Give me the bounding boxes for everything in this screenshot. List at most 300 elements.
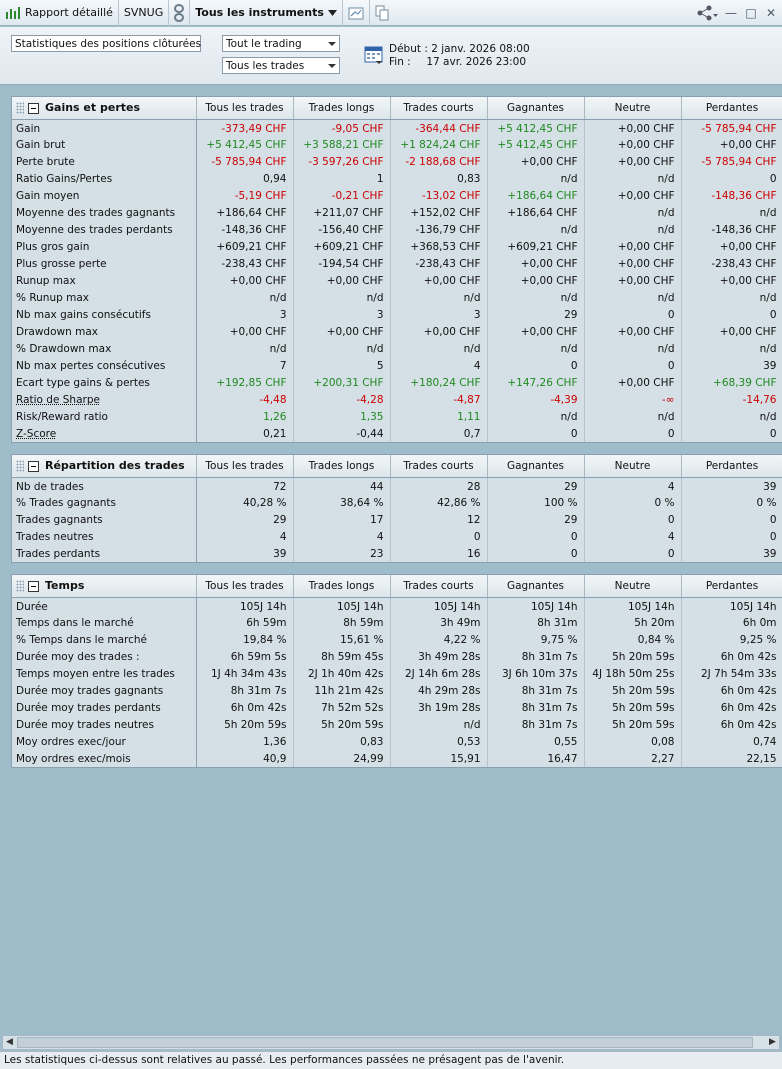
cell-value: 12	[390, 511, 487, 528]
row-label: Nb max pertes consécutives	[12, 357, 196, 374]
cell-value: n/d	[487, 340, 584, 357]
cell-value: +609,21 CHF	[196, 238, 293, 255]
drag-handle-icon[interactable]	[16, 580, 24, 592]
table-row	[12, 323, 782, 340]
copy-icon	[375, 5, 389, 21]
table-row	[12, 119, 782, 136]
cell-value: 1,36	[196, 733, 293, 750]
cell-value: n/d	[584, 289, 681, 306]
column-header: Perdantes	[681, 97, 782, 119]
cell-value: -5,19 CHF	[196, 187, 293, 204]
row-label: Trades neutres	[12, 528, 196, 545]
cell-value: -238,43 CHF	[390, 255, 487, 272]
trades-value: Tous les trades	[226, 59, 305, 72]
cell-value: 0,74	[681, 733, 782, 750]
section-header[interactable]	[12, 575, 196, 597]
row-label: Ecart type gains & pertes	[12, 374, 196, 391]
account-selector[interactable]	[119, 0, 169, 26]
row-label: Moy ordres exec/mois	[12, 750, 196, 767]
column-header: Trades longs	[293, 97, 390, 119]
table-row	[12, 733, 782, 750]
cell-value: -373,49 CHF	[196, 119, 293, 136]
cell-value: -9,05 CHF	[293, 119, 390, 136]
export-icon	[348, 6, 364, 20]
cell-value: 8h 31m 7s	[196, 682, 293, 699]
cell-value: 0	[584, 306, 681, 323]
cell-value: 6h 0m 42s	[196, 699, 293, 716]
cell-value: n/d	[293, 340, 390, 357]
cell-value: +0,00 CHF	[584, 136, 681, 153]
row-label: Durée	[12, 597, 196, 614]
column-header: Gagnantes	[487, 455, 584, 477]
row-label: % Trades gagnants	[12, 494, 196, 511]
cell-value: 6h 0m 42s	[681, 682, 782, 699]
cell-value: 15,61 %	[293, 631, 390, 648]
cell-value: n/d	[390, 716, 487, 733]
table-row	[12, 665, 782, 682]
share-icon[interactable]	[696, 5, 718, 21]
column-header: Trades longs	[293, 575, 390, 597]
cell-value: +186,64 CHF	[487, 187, 584, 204]
cell-value: 72	[196, 477, 293, 494]
cell-value: 6h 59m	[196, 614, 293, 631]
table-row	[12, 648, 782, 665]
cell-value: 0	[681, 511, 782, 528]
row-label: Durée moy trades gagnants	[12, 682, 196, 699]
calendar-icon[interactable]	[364, 45, 384, 65]
copy-button[interactable]	[370, 0, 394, 26]
column-header: Tous les trades	[196, 455, 293, 477]
account-label: SVNUG	[123, 6, 164, 19]
cell-value: 8h 59m	[293, 614, 390, 631]
stats-table	[11, 574, 782, 768]
row-label: Gain moyen	[12, 187, 196, 204]
cell-value: 39	[196, 545, 293, 562]
cell-value: 1	[293, 170, 390, 187]
column-header: Gagnantes	[487, 575, 584, 597]
cell-value: 8h 31m 7s	[487, 699, 584, 716]
link-icon	[174, 4, 184, 22]
cell-value: 1,35	[293, 408, 390, 425]
cell-value: 0,53	[390, 733, 487, 750]
cell-value: 0,08	[584, 733, 681, 750]
cell-value: -194,54 CHF	[293, 255, 390, 272]
cell-value: 23	[293, 545, 390, 562]
maximize-icon[interactable]: □	[745, 6, 757, 20]
cell-value: 8h 31m 7s	[487, 716, 584, 733]
cell-value: 39	[681, 477, 782, 494]
cell-value: 105J 14h	[196, 597, 293, 614]
cell-value: 29	[487, 477, 584, 494]
cell-value: 6h 0m	[681, 614, 782, 631]
cell-value: n/d	[487, 289, 584, 306]
cell-value: +0,00 CHF	[487, 323, 584, 340]
row-label: Plus gros gain	[12, 238, 196, 255]
scroll-left-icon[interactable]: ◀	[6, 1037, 13, 1047]
cell-value: 0	[584, 511, 681, 528]
cell-value: +0,00 CHF	[487, 272, 584, 289]
cell-value: +368,53 CHF	[390, 238, 487, 255]
cell-value: -148,36 CHF	[681, 187, 782, 204]
cell-value: 0	[681, 528, 782, 545]
cell-value: 28	[390, 477, 487, 494]
cell-value: +0,00 CHF	[681, 238, 782, 255]
cell-value: n/d	[584, 408, 681, 425]
cell-value: n/d	[487, 170, 584, 187]
collapse-icon[interactable]	[28, 103, 39, 114]
cell-value: 22,15	[681, 750, 782, 767]
cell-value: 5h 20m	[584, 614, 681, 631]
cell-value: 4	[584, 528, 681, 545]
cell-value: +0,00 CHF	[584, 323, 681, 340]
title-bar	[0, 0, 782, 26]
table-row	[12, 187, 782, 204]
cell-value: 29	[196, 511, 293, 528]
cell-value: n/d	[293, 289, 390, 306]
column-header: Perdantes	[681, 575, 782, 597]
instrument-label: Tous les instruments	[195, 6, 324, 19]
cell-value: 100 %	[487, 494, 584, 511]
row-label: Moyenne des trades perdants	[12, 221, 196, 238]
table-row	[12, 357, 782, 374]
table-row	[12, 494, 782, 511]
scroll-right-icon[interactable]: ▶	[769, 1037, 776, 1047]
cell-value: 7	[196, 357, 293, 374]
cell-value: +200,31 CHF	[293, 374, 390, 391]
cell-value: +0,00 CHF	[487, 153, 584, 170]
cell-value: +0,00 CHF	[584, 238, 681, 255]
chevron-down-icon	[328, 10, 337, 16]
cell-value: -364,44 CHF	[390, 119, 487, 136]
cell-value: +68,39 CHF	[681, 374, 782, 391]
column-header: Trades courts	[390, 97, 487, 119]
row-label: Gain	[12, 119, 196, 136]
cell-value: 0 %	[584, 494, 681, 511]
horizontal-scrollbar[interactable]	[2, 1035, 780, 1050]
row-label: % Drawdown max	[12, 340, 196, 357]
cell-value: +180,24 CHF	[390, 374, 487, 391]
cell-value: 4	[196, 528, 293, 545]
cell-value: 19,84 %	[196, 631, 293, 648]
column-header: Tous les trades	[196, 575, 293, 597]
cell-value: 6h 0m 42s	[681, 716, 782, 733]
section-header[interactable]	[12, 455, 196, 477]
cell-value: n/d	[584, 204, 681, 221]
cell-value: 0	[487, 528, 584, 545]
chevron-down-icon	[328, 62, 336, 70]
scroll-thumb[interactable]	[17, 1037, 753, 1048]
cell-value: 105J 14h	[487, 597, 584, 614]
cell-value: 38,64 %	[293, 494, 390, 511]
cell-value: -4,87	[390, 391, 487, 408]
table-row	[12, 255, 782, 272]
table-row	[12, 699, 782, 716]
row-label: Ratio Gains/Pertes	[12, 170, 196, 187]
cell-value: 1J 4h 34m 43s	[196, 665, 293, 682]
table-row	[12, 153, 782, 170]
cell-value: -14,76	[681, 391, 782, 408]
cell-value: n/d	[681, 408, 782, 425]
cell-value: 0	[487, 545, 584, 562]
cell-value: 8h 59m 45s	[293, 648, 390, 665]
row-label: Nb max gains consécutifs	[12, 306, 196, 323]
row-label: % Temps dans le marché	[12, 631, 196, 648]
end-date	[389, 56, 526, 68]
cell-value: +0,00 CHF	[584, 119, 681, 136]
link-button[interactable]	[169, 0, 190, 26]
chevron-down-icon	[328, 40, 336, 48]
cell-value: 1,26	[196, 408, 293, 425]
cell-value: +0,00 CHF	[487, 255, 584, 272]
cell-value: 105J 14h	[681, 597, 782, 614]
cell-value: -0,21 CHF	[293, 187, 390, 204]
row-label: Moyenne des trades gagnants	[12, 204, 196, 221]
cell-value: +0,00 CHF	[681, 272, 782, 289]
table-row	[12, 204, 782, 221]
cell-value: n/d	[390, 289, 487, 306]
cell-value: 3	[196, 306, 293, 323]
collapse-icon[interactable]	[28, 461, 39, 472]
cell-value: +147,26 CHF	[487, 374, 584, 391]
report-tab[interactable]	[0, 0, 119, 26]
cell-value: 42,86 %	[390, 494, 487, 511]
table-row	[12, 340, 782, 357]
cell-value: 11h 21m 42s	[293, 682, 390, 699]
cell-value: -5 785,94 CHF	[681, 153, 782, 170]
cell-value: +0,00 CHF	[681, 136, 782, 153]
cell-value: 3	[293, 306, 390, 323]
cell-value: 4,22 %	[390, 631, 487, 648]
cell-value: n/d	[681, 204, 782, 221]
cell-value: -2 188,68 CHF	[390, 153, 487, 170]
collapse-icon[interactable]	[28, 581, 39, 592]
table-row	[12, 716, 782, 733]
row-label: Durée moy des trades :	[12, 648, 196, 665]
cell-value: 0	[487, 357, 584, 374]
column-header: Neutre	[584, 455, 681, 477]
cell-value: n/d	[196, 289, 293, 306]
table-row	[12, 221, 782, 238]
cell-value: 0	[681, 425, 782, 442]
cell-value: -136,79 CHF	[390, 221, 487, 238]
cell-value: 40,9	[196, 750, 293, 767]
stats-type-select[interactable]	[11, 35, 201, 52]
cell-value: 16	[390, 545, 487, 562]
cell-value: +186,64 CHF	[487, 204, 584, 221]
cell-value: -4,28	[293, 391, 390, 408]
chart-icon	[5, 6, 21, 20]
cell-value: n/d	[487, 221, 584, 238]
cell-value: 29	[487, 306, 584, 323]
cell-value: 0	[584, 357, 681, 374]
cell-value: -5 785,94 CHF	[196, 153, 293, 170]
section-title: Temps	[45, 579, 85, 593]
row-label: Perte brute	[12, 153, 196, 170]
cell-value: 105J 14h	[584, 597, 681, 614]
cell-value: 8h 31m	[487, 614, 584, 631]
cell-value: +0,00 CHF	[196, 272, 293, 289]
cell-value: 0,84 %	[584, 631, 681, 648]
minimize-icon[interactable]: —	[725, 6, 737, 20]
cell-value: +152,02 CHF	[390, 204, 487, 221]
cell-value: -3 597,26 CHF	[293, 153, 390, 170]
cell-value: 0,83	[293, 733, 390, 750]
row-label: Durée moy trades neutres	[12, 716, 196, 733]
row-label: Moy ordres exec/jour	[12, 733, 196, 750]
cell-value: 3J 6h 10m 37s	[487, 665, 584, 682]
cell-value: 5h 20m 59s	[584, 648, 681, 665]
table-row	[12, 750, 782, 767]
cell-value: 44	[293, 477, 390, 494]
cell-value: 2J 14h 6m 28s	[390, 665, 487, 682]
table-row	[12, 391, 782, 408]
cell-value: 5h 20m 59s	[196, 716, 293, 733]
cell-value: -148,36 CHF	[196, 221, 293, 238]
close-icon[interactable]: ✕	[765, 6, 777, 20]
cell-value: 4	[584, 477, 681, 494]
stats-table	[11, 454, 782, 563]
cell-value: 40,28 %	[196, 494, 293, 511]
table-row	[12, 614, 782, 631]
cell-value: -4,48	[196, 391, 293, 408]
column-header: Trades courts	[390, 455, 487, 477]
cell-value: +0,00 CHF	[293, 272, 390, 289]
disclaimer-footer: Les statistiques ci-dessus sont relatives au passé. Les performances passées ne présagent pas de l'avenir.	[0, 1051, 782, 1069]
cell-value: 5h 20m 59s	[584, 716, 681, 733]
table-row	[12, 631, 782, 648]
row-label: Trades gagnants	[12, 511, 196, 528]
cell-value: 5h 20m 59s	[293, 716, 390, 733]
cell-value: +5 412,45 CHF	[487, 119, 584, 136]
cell-value: n/d	[390, 340, 487, 357]
cell-value: n/d	[487, 408, 584, 425]
cell-value: +0,00 CHF	[584, 374, 681, 391]
report-title: Rapport détaillé	[25, 6, 113, 19]
cell-value: +5 412,45 CHF	[196, 136, 293, 153]
table-row	[12, 682, 782, 699]
cell-value: -5 785,94 CHF	[681, 119, 782, 136]
cell-value: 5h 20m 59s	[584, 699, 681, 716]
cell-value: 3h 49m 28s	[390, 648, 487, 665]
cell-value: +186,64 CHF	[196, 204, 293, 221]
trading-select[interactable]	[222, 35, 340, 52]
cell-value: +0,00 CHF	[584, 255, 681, 272]
cell-value: 2,27	[584, 750, 681, 767]
start-date	[389, 43, 530, 55]
cell-value: n/d	[584, 221, 681, 238]
cell-value: n/d	[196, 340, 293, 357]
window-controls	[696, 0, 778, 26]
cell-value: +609,21 CHF	[293, 238, 390, 255]
table-row	[12, 170, 782, 187]
cell-value: -∞	[584, 391, 681, 408]
column-header: Tous les trades	[196, 97, 293, 119]
drag-handle-icon[interactable]	[16, 460, 24, 472]
trades-select[interactable]	[222, 57, 340, 74]
row-label: Plus grosse perte	[12, 255, 196, 272]
cell-value: 9,75 %	[487, 631, 584, 648]
row-label: % Runup max	[12, 289, 196, 306]
column-header: Gagnantes	[487, 97, 584, 119]
cell-value: 0,7	[390, 425, 487, 442]
row-label: Z-Score	[12, 425, 196, 442]
cell-value: n/d	[681, 289, 782, 306]
section-header[interactable]	[12, 97, 196, 119]
end-label: Fin :	[389, 56, 411, 68]
cell-value: 0 %	[681, 494, 782, 511]
row-label: Drawdown max	[12, 323, 196, 340]
cell-value: 0,94	[196, 170, 293, 187]
cell-value: +3 588,21 CHF	[293, 136, 390, 153]
cell-value: +0,00 CHF	[293, 323, 390, 340]
column-header: Trades longs	[293, 455, 390, 477]
cell-value: 6h 59m 5s	[196, 648, 293, 665]
cell-value: 0	[681, 170, 782, 187]
cell-value: 17	[293, 511, 390, 528]
cell-value: 16,47	[487, 750, 584, 767]
cell-value: +0,00 CHF	[584, 272, 681, 289]
cell-value: +192,85 CHF	[196, 374, 293, 391]
table-row	[12, 545, 782, 562]
cell-value: -148,36 CHF	[681, 221, 782, 238]
instrument-selector[interactable]	[190, 0, 343, 26]
cell-value: -156,40 CHF	[293, 221, 390, 238]
cell-value: 105J 14h	[390, 597, 487, 614]
table-row	[12, 408, 782, 425]
cell-value: 5h 20m 59s	[584, 682, 681, 699]
cell-value: n/d	[681, 340, 782, 357]
column-header: Trades courts	[390, 575, 487, 597]
cell-value: -0,44	[293, 425, 390, 442]
cell-value: +609,21 CHF	[487, 238, 584, 255]
cell-value: +0,00 CHF	[584, 153, 681, 170]
drag-handle-icon[interactable]	[16, 102, 24, 114]
row-label: Trades perdants	[12, 545, 196, 562]
cell-value: 4	[390, 357, 487, 374]
row-label: Runup max	[12, 272, 196, 289]
row-label: Nb de trades	[12, 477, 196, 494]
table-row	[12, 289, 782, 306]
section-title: Répartition des trades	[45, 459, 185, 473]
row-label: Ratio de Sharpe	[12, 391, 196, 408]
cell-value: 1,11	[390, 408, 487, 425]
cell-value: 0,21	[196, 425, 293, 442]
cell-value: 29	[487, 511, 584, 528]
cell-value: -238,43 CHF	[196, 255, 293, 272]
cell-value: 0	[487, 425, 584, 442]
table-row	[12, 528, 782, 545]
cell-value: 0	[390, 528, 487, 545]
row-label: Durée moy trades perdants	[12, 699, 196, 716]
row-label: Temps dans le marché	[12, 614, 196, 631]
cell-value: 39	[681, 545, 782, 562]
cell-value: 4h 29m 28s	[390, 682, 487, 699]
cell-value: 0,55	[487, 733, 584, 750]
table-row	[12, 374, 782, 391]
section-title: Gains et pertes	[45, 101, 141, 115]
table-row	[12, 306, 782, 323]
column-header: Perdantes	[681, 455, 782, 477]
cell-value: 6h 0m 42s	[681, 648, 782, 665]
cell-value: +211,07 CHF	[293, 204, 390, 221]
row-label: Temps moyen entre les trades	[12, 665, 196, 682]
cell-value: 24,99	[293, 750, 390, 767]
stats-type-value: Statistiques des positions clôturées	[15, 37, 202, 50]
cell-value: 0,83	[390, 170, 487, 187]
cell-value: 5	[293, 357, 390, 374]
export-button[interactable]	[343, 0, 370, 26]
cell-value: 15,91	[390, 750, 487, 767]
